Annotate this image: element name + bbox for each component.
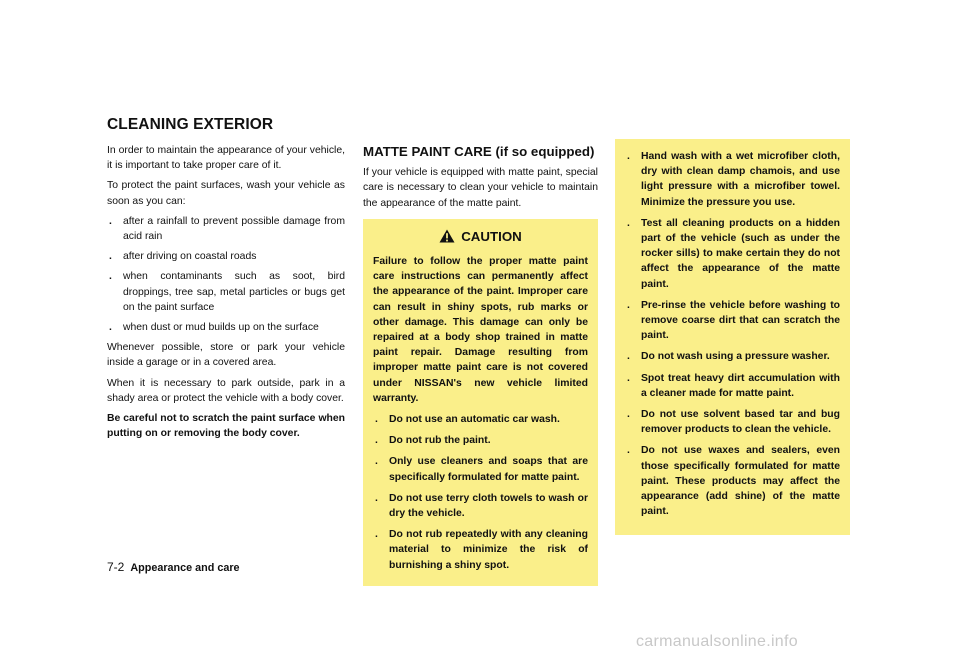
list-item: . Do not rub the paint. (375, 435, 491, 447)
store-paragraph: Whenever possible, store or park your vehicle inside a garage or in a covered area. (107, 342, 345, 369)
footer-section: Appearance and care (130, 562, 240, 574)
caution-text: Failure to follow the proper matte paint care instructions can permanently affect the appearance of the paint. Improper care can result in shiny spots, rub marks or other damage. This damage can only be repaired at a body shop trained in matte paint repair. Damage resulting from improper matte paint care is not covered under NISSAN's new vehicle limited warranty. (373, 256, 588, 404)
list-item: . Hand wash with a wet microfiber cloth, dry with clean damp chamois, and use light pressure with a microfiber towel. Minimize the pressure you use. (627, 151, 840, 208)
list-item: . Spot treat heavy dirt accumulation with a cleaner made for matte paint. (627, 372, 840, 399)
list-item: . Do not use an automatic car wash. (375, 414, 560, 426)
caution-label: CAUTION (461, 228, 522, 244)
list-item: . Do not use terry cloth towels to wash or dry the vehicle. (375, 492, 588, 520)
list-item: . Only use cleaners and soaps that are specifically formulated for matte paint. (375, 456, 588, 483)
body-cover-warning: Be careful not to scratch the paint surface when putting on or removing the body cover. (107, 413, 345, 440)
list-item: . when contaminants such as soot, bird droppings, tree sap, metal particles or bugs get on the paint surface (109, 271, 345, 313)
protect-paragraph: To protect the paint surfaces, wash your vehicle as soon as you can: (107, 180, 345, 207)
list-item: . Test all cleaning products on a hidden part of the vehicle (such as under the rocker sills) to make certain they do not affect the appearance of the matte paint. (627, 217, 840, 290)
list-item: . Pre-rinse the vehicle before washing to remove coarse dirt that can scratch the paint. (627, 299, 840, 342)
list-item: . Do not use waxes and sealers, even those specifically formulated for matte paint. These products may affect the appearance (add shine) of the matte paint. (627, 445, 840, 518)
warning-icon (439, 229, 455, 243)
page-footer (107, 560, 240, 574)
list-item: . Do not rub repeatedly with any cleaning material to minimize the risk of burnishing a shiny spot. (375, 529, 588, 571)
caution-continued-box (615, 139, 850, 535)
list-item: . Do not use solvent based tar and bug remover products to clean the vehicle. (627, 409, 840, 436)
page-number: 7-2 (107, 560, 125, 574)
matte-intro: If your vehicle is equipped with matte paint, special care is necessary to clean your vehicle to maintain the appearance of the matte paint. (363, 167, 598, 209)
outside-paragraph: When it is necessary to park outside, park in a shady area or protect the vehicle with a body cover. (107, 377, 345, 404)
column-1 (107, 143, 345, 446)
list-item: . after a rainfall to prevent possible damage from acid rain (109, 215, 345, 243)
caution-header (373, 229, 588, 244)
list-item: . after driving on coastal roads (109, 251, 257, 263)
section-title: CLEANING EXTERIOR (107, 116, 274, 133)
column-2 (363, 144, 598, 586)
matte-paint-title: MATTE PAINT CARE (if so equipped) (363, 144, 595, 159)
list-item: . Do not wash using a pressure washer. (627, 351, 830, 363)
list-item: . when dust or mud builds up on the surface (109, 322, 319, 334)
intro-paragraph: In order to maintain the appearance of your vehicle, it is important to take proper care of it. (107, 145, 345, 172)
watermark: carmanualsonline.info (636, 633, 798, 650)
caution-box (363, 219, 598, 586)
